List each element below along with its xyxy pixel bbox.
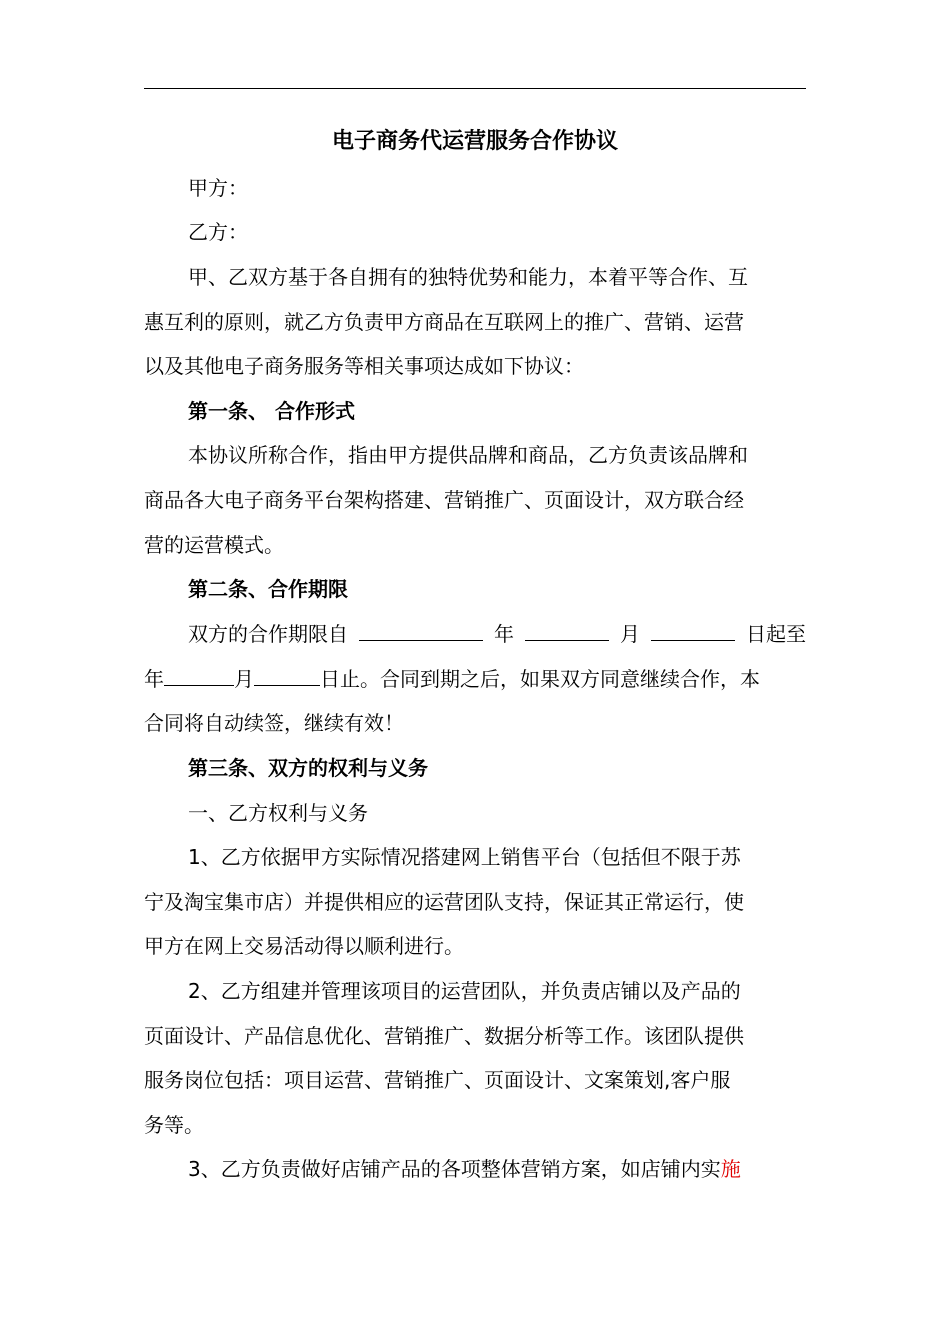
article-3-subheading: 一、乙方权利与义务 [188,801,368,825]
preamble-line-2: 惠互利的原则，就乙方负责甲方商品在互联网上的推广、营销、运营 [144,310,744,334]
item-3-line-1 [188,1153,806,1185]
preamble-line-1: 甲、乙双方基于各自拥有的独特优势和能力，本着平等合作、互 [188,265,748,289]
item-1-line-3: 甲方在网上交易活动得以顺利进行。 [144,934,464,958]
start-day-blank[interactable] [651,618,735,641]
item-2-line-3: 服务岗位包括：项目运营、营销推广、页面设计、文案策划,客户服 [144,1068,731,1092]
term-line-1 [188,618,806,650]
article-1-line-3: 营的运营模式。 [144,533,284,557]
term-line-2 [144,663,806,695]
item-2-line-4: 务等。 [144,1113,204,1137]
item-2-line-1: 2、乙方组建并管理该项目的运营团队，并负责店铺以及产品的 [188,979,741,1003]
term-year-label: 年 [494,622,514,646]
header-rule [144,88,806,89]
item-2-line-2: 页面设计、产品信息优化、营销推广、数据分析等工作。该团队提供 [144,1024,744,1048]
end-day-blank[interactable] [254,663,320,686]
item-3-highlight: 施 [720,1157,741,1181]
start-year-blank[interactable] [359,618,483,641]
end-month-label: 月 [234,667,254,691]
party-a-label: 甲方： [188,176,248,200]
article-1-line-1: 本协议所称合作，指由甲方提供品牌和商品，乙方负责该品牌和 [188,443,748,467]
term-prefix: 双方的合作期限自 [188,622,348,646]
article-1-line-2: 商品各大电子商务平台架构搭建、营销推广、页面设计，双方联合经 [144,488,744,512]
item-3-text: 3、乙方负责做好店铺产品的各项整体营销方案，如店铺内实 [188,1157,721,1181]
preamble-line-3: 以及其他电子商务服务等相关事项达成如下协议： [144,354,584,378]
item-1-line-1: 1、乙方依据甲方实际情况搭建网上销售平台（包括但不限于苏 [188,845,741,869]
end-month-blank[interactable] [164,663,234,686]
article-2-heading: 第二条、合作期限 [188,577,348,601]
term-suffix: 日起至 [746,622,806,646]
item-1-line-2: 宁及淘宝集市店）并提供相应的运营团队支持，保证其正常运行，使 [144,890,744,914]
term-line-3: 合同将自动续签，继续有效！ [144,711,404,735]
start-month-blank[interactable] [525,618,609,641]
article-1-heading: 第一条、 合作形式 [188,399,355,423]
party-b-label: 乙方： [188,220,248,244]
end-year-label: 年 [144,667,164,691]
article-3-heading: 第三条、双方的权利与义务 [188,756,428,780]
document-title: 电子商务代运营服务合作协议 [331,129,618,154]
term-line-2-rest: 日止。合同到期之后，如果双方同意继续合作，本 [320,667,760,691]
term-month-label: 月 [620,622,640,646]
